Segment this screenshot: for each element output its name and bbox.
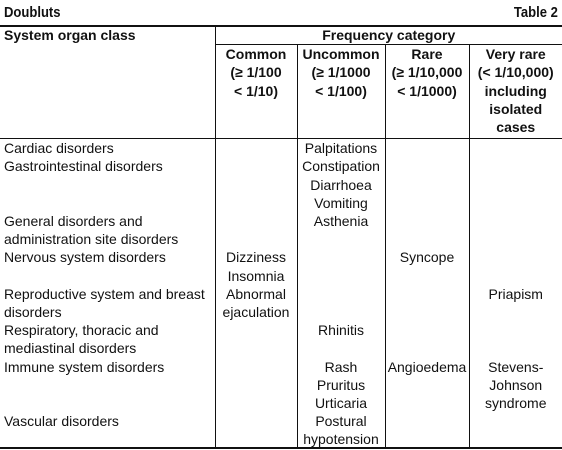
uncommon-cell xyxy=(297,321,385,357)
system-organ-class-header: System organ class xyxy=(4,27,136,43)
reaction-text: Urticaria xyxy=(314,395,368,412)
uncommon-cell xyxy=(297,248,385,284)
organ-class-text: administration site disorders xyxy=(4,231,179,248)
common-cell xyxy=(215,248,297,284)
reaction-text: Insomnia xyxy=(227,267,285,284)
common-cell xyxy=(215,139,297,158)
table-row xyxy=(0,285,562,321)
very-rare-cell xyxy=(469,321,562,357)
table-row xyxy=(0,157,562,212)
very-rare-label: Very rare xyxy=(485,46,546,63)
very-rare-note-3: cases xyxy=(496,119,536,136)
reaction-text: hypotension xyxy=(303,431,379,448)
very-rare-cell xyxy=(469,358,562,413)
organ-class-text: mediastinal disorders xyxy=(4,340,137,357)
reaction-text: Palpitations xyxy=(304,140,378,157)
rare-cell xyxy=(385,157,469,212)
rare-label: Rare xyxy=(411,46,443,63)
rare-range-lower: (≥ 1/10,000 xyxy=(391,64,463,81)
very-rare-cell xyxy=(469,285,562,321)
uncommon-cell xyxy=(297,157,385,212)
reaction-text: Constipation xyxy=(302,158,380,175)
uncommon-cell xyxy=(297,412,385,448)
uncommon-range-upper: < 1/100) xyxy=(315,82,367,99)
rare-range-upper: < 1/1000) xyxy=(397,82,457,99)
common-range-lower: (≥ 1/100 xyxy=(230,64,282,81)
common-label: Common xyxy=(225,46,287,63)
reaction-text: Dizziness xyxy=(226,249,286,266)
table-body xyxy=(0,139,562,449)
common-cell xyxy=(215,212,297,248)
reaction-text: ejaculation xyxy=(222,304,290,321)
organ-class-cell xyxy=(0,212,215,248)
common-cell xyxy=(215,321,297,357)
uncommon-cell xyxy=(297,212,385,248)
common-column-header xyxy=(215,45,297,139)
rare-cell xyxy=(385,139,469,158)
organ-class-cell xyxy=(0,321,215,357)
organ-class-cell xyxy=(0,412,215,448)
very-rare-cell xyxy=(469,248,562,284)
table-label: Table 2 xyxy=(513,5,558,21)
table-row xyxy=(0,212,562,248)
table-row xyxy=(0,358,562,413)
organ-class-text: Respiratory, thoracic and xyxy=(4,322,159,339)
common-cell xyxy=(215,285,297,321)
reaction-text: Pruritus xyxy=(316,376,366,393)
organ-class-text: Reproductive system and breast xyxy=(4,285,205,302)
uncommon-cell xyxy=(297,139,385,158)
organ-class-text: Nervous system disorders xyxy=(4,249,166,266)
frequency-category-header: Frequency category xyxy=(215,26,562,45)
very-rare-cell xyxy=(469,212,562,248)
reaction-text: Postural xyxy=(315,413,367,430)
common-cell xyxy=(215,358,297,413)
very-rare-cell xyxy=(469,139,562,158)
organ-class-cell xyxy=(0,157,215,212)
reaction-text: Vomiting xyxy=(314,194,368,211)
organ-class-cell xyxy=(0,248,215,284)
very-rare-note-2: isolated xyxy=(489,100,543,117)
organ-class-text: Gastrointestinal disorders xyxy=(4,158,163,175)
reaction-text: Asthenia xyxy=(313,213,369,230)
reaction-text: syndrome xyxy=(485,395,547,412)
header-spacer xyxy=(0,45,215,139)
common-range-upper: < 1/10) xyxy=(234,82,278,99)
uncommon-label: Uncommon xyxy=(302,46,380,63)
reaction-text: Johnson xyxy=(489,376,543,393)
rare-column-header xyxy=(385,45,469,139)
organ-class-cell xyxy=(0,358,215,413)
organ-class-cell xyxy=(0,285,215,321)
table-row xyxy=(0,321,562,357)
rare-cell xyxy=(385,212,469,248)
uncommon-cell xyxy=(297,285,385,321)
table-title: Doubluts xyxy=(4,5,61,21)
organ-class-cell xyxy=(0,139,215,158)
common-cell xyxy=(215,412,297,448)
reaction-text: Angioedema xyxy=(387,358,467,375)
very-rare-column-header xyxy=(469,45,562,139)
reaction-text: Syncope xyxy=(399,249,455,266)
rare-cell xyxy=(385,321,469,357)
uncommon-column-header xyxy=(297,45,385,139)
organ-class-text: General disorders and xyxy=(4,213,143,230)
table-row xyxy=(0,139,562,158)
adverse-reactions-table xyxy=(0,26,562,449)
reaction-text: Priapism xyxy=(488,285,543,302)
organ-class-text: disorders xyxy=(4,304,62,321)
very-rare-cell xyxy=(469,412,562,448)
rare-cell xyxy=(385,285,469,321)
organ-class-text: Cardiac disorders xyxy=(4,140,114,157)
table-row xyxy=(0,412,562,448)
very-rare-cell xyxy=(469,157,562,212)
reaction-text: Abnormal xyxy=(226,285,286,302)
common-cell xyxy=(215,157,297,212)
organ-class-text: Immune system disorders xyxy=(4,358,165,375)
rare-cell xyxy=(385,248,469,284)
uncommon-cell xyxy=(297,358,385,413)
organ-class-text: Vascular disorders xyxy=(4,413,119,430)
reaction-text: Stevens- xyxy=(488,358,544,375)
table-row xyxy=(0,248,562,284)
reaction-text: Rhinitis xyxy=(318,322,364,339)
rare-cell xyxy=(385,412,469,448)
very-rare-range: (< 1/10,000) xyxy=(477,64,554,81)
reaction-text: Diarrhoea xyxy=(310,176,372,193)
very-rare-note-1: including xyxy=(484,82,547,99)
rare-cell xyxy=(385,358,469,413)
uncommon-range-lower: (≥ 1/1000 xyxy=(311,64,371,81)
reaction-text: Rash xyxy=(324,358,358,375)
